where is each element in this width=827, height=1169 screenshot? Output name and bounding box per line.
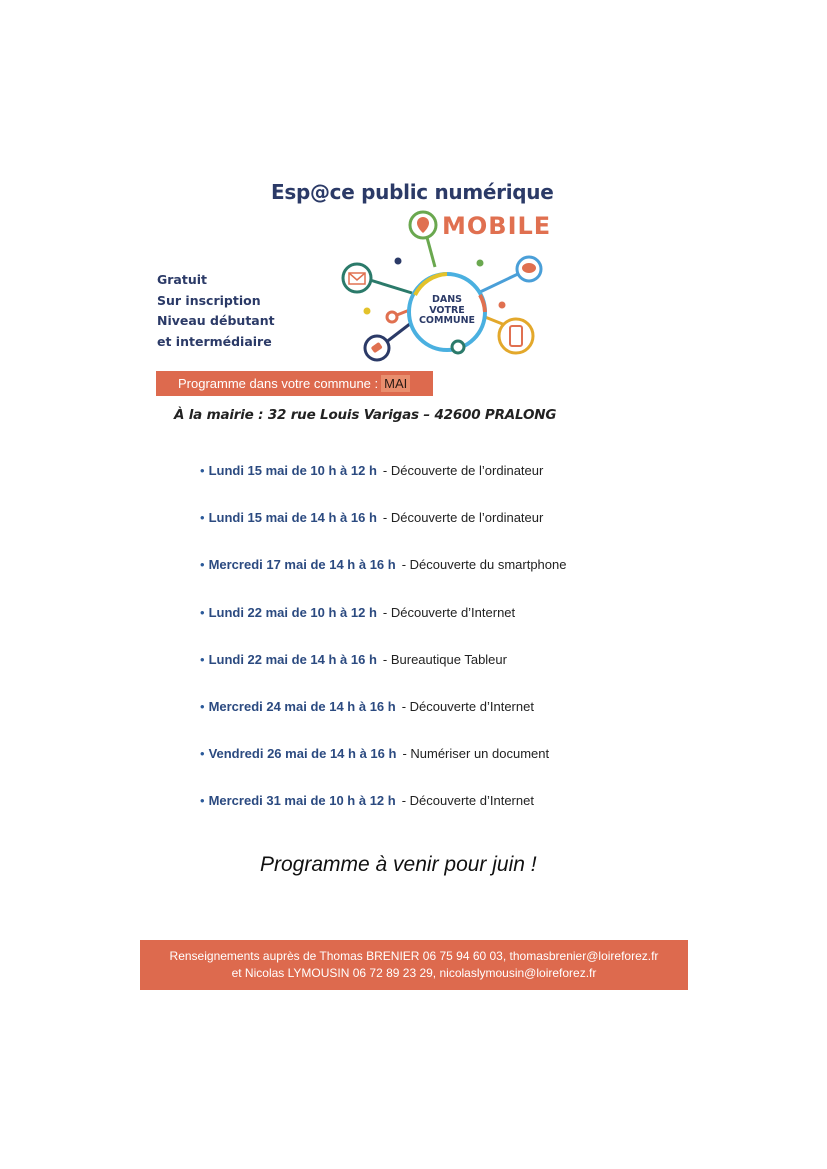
upcoming-note: Programme à venir pour juin ! [260,853,537,876]
bullet-icon: • [200,604,205,620]
node-dot [387,312,397,322]
session-item [200,557,620,604]
venue-address: À la mairie : 32 rue Louis Varigas – 42600 PRALONG [174,407,557,423]
session-topic: - Découverte d’Internet [382,604,516,620]
session-datetime: Mercredi 17 mai de 14 h à 16 h [208,557,396,573]
program-banner [156,371,433,396]
program-banner-label: Programme dans votre commune : [178,376,379,391]
session-datetime: Lundi 15 mai de 10 h à 12 h [208,463,377,478]
session-datetime: Lundi 22 mai de 10 h à 12 h [208,604,377,620]
chat-icon [517,257,541,281]
node-dot [499,302,506,309]
session-item [200,746,620,793]
logo-center-line: COMMUNE [418,315,476,327]
location-pin-icon [410,212,436,238]
bullet-icon: • [200,510,205,526]
session-topic: - Découverte d’Internet [401,793,534,809]
feature-item: Sur inscription [157,292,261,308]
bullet-icon: • [200,793,205,809]
feature-item: Niveau débutant [157,313,275,328]
bullet-icon: • [200,463,205,478]
bullet-icon: • [200,651,205,667]
session-item [200,510,620,557]
session-topic: - Découverte du smartphone [401,557,567,573]
contact-line: Renseignements auprès de Thomas BRENIER 06 75 94 60 03, thomasbrenier@loireforez.fr [169,949,659,963]
mail-icon [343,264,371,292]
session-datetime: Mercredi 24 mai de 14 h à 16 h [208,698,396,714]
node-dot [395,258,402,265]
session-datetime: Vendredi 26 mai de 14 h à 16 h [208,746,397,762]
session-item [200,463,620,510]
node-dot [477,260,484,267]
contact-banner [140,940,688,990]
smartphone-icon [499,319,533,353]
session-datetime: Mercredi 31 mai de 10 h à 12 h [208,793,396,809]
program-month: MAI [381,375,410,392]
feature-item: Gratuit [157,272,207,287]
node-dot [364,308,371,315]
feature-list [157,270,275,352]
logo-center-line: DANS [431,293,463,305]
session-topic: - Découverte de l’ordinateur [382,463,544,478]
connector-line [370,280,412,293]
session-datetime: Lundi 15 mai de 14 h à 16 h [208,510,377,526]
logo-center-line: VOTRE [429,304,465,316]
bullet-icon: • [200,557,205,573]
session-list [200,463,620,841]
session-item [200,605,620,652]
session-item [200,652,620,699]
session-topic: - Bureautique Tableur [382,651,507,667]
logo-wordmark: MOBILE [442,212,552,240]
session-item [200,793,620,840]
page-title: Esp@ce public numérique [271,180,554,204]
logo-center-text [408,272,486,350]
tool-icon [365,336,389,360]
session-topic: - Découverte de l’ordinateur [382,510,544,526]
bullet-icon: • [200,746,205,762]
contact-line: et Nicolas LYMOUSIN 06 72 89 23 29, nicolaslymousin@loireforez.fr [231,966,597,980]
feature-item: et intermédiaire [157,333,272,349]
session-datetime: Lundi 22 mai de 14 h à 16 h [208,651,377,667]
session-topic: - Numériser un document [402,746,550,762]
session-item [200,699,620,746]
bullet-icon: • [200,698,205,714]
session-topic: - Découverte d’Internet [401,698,534,714]
